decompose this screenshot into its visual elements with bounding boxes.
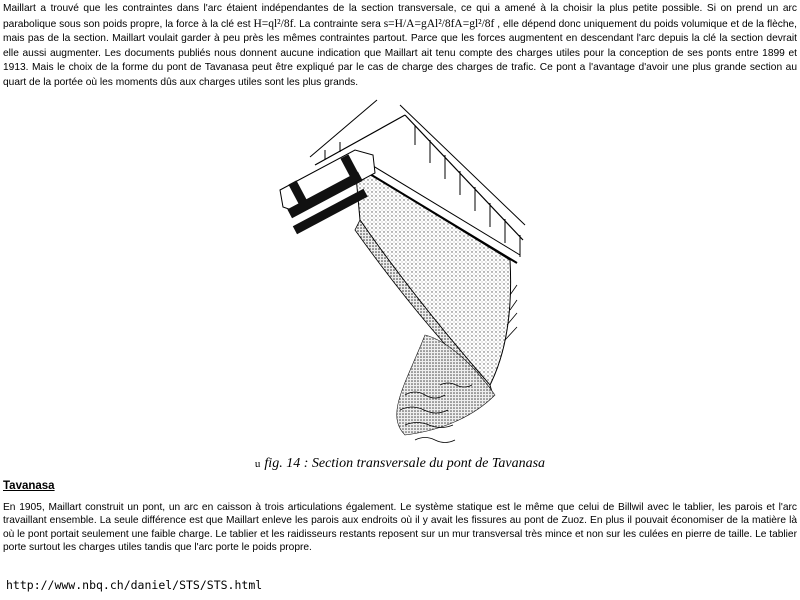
formula-stress: s=H/A=gAl²/8fA=gl²/8f	[383, 17, 495, 30]
section-heading: Tavanasa	[3, 480, 55, 492]
bridge-section-illustration	[255, 95, 545, 445]
source-url: http://www.nbq.ch/daniel/STS/STS.html	[6, 578, 263, 592]
caption-text: fig. 14 : Section transversale du pont de Tavanasa	[264, 456, 546, 471]
paragraph-arch-stress	[3, 2, 797, 91]
figure-caption	[0, 456, 800, 472]
caption-bullet: u	[254, 458, 261, 470]
text-segment: . La contrainte sera	[293, 18, 384, 30]
formula-thrust: H=ql²/8f	[253, 17, 294, 30]
paragraph-tavanasa: En 1905, Maillart construit un pont, un arc en caisson à trois articulations également. Le système statique est le même que celui de Billwil avec le tablier, les parois et l'arc travaillant ensemble. La seule différence est que Maillart enleve les parois aux endroits où il y avait les fissures au pont de Zuoz. En plus il pouvait économiser de la matière là où le pont portait seulement une faible charge. Le tablier et les raidisseurs restants reposent sur un mur transversal très mince et non sur les culées en pierre de taille. Le tablier porte surtout les charges utiles tandis que l'arc porte le poids propre.	[3, 502, 797, 554]
text-segment: , elle dépend donc uniquement du poids volumique et de la flèche, mais pas de la section. Maillart voulait garder à peu près les mêmes contraintes partout. Parce que les forces augmentent en descendant l'arc depuis la clé la section devrait elle aussi augmenter. Les documents publiés nous donnent aucune indication que Maillart ait tenu compte des charges utiles pour la conception de ses ponts entre 1899 et 1913. Mais le choix de la forme du pont de Tavanasa peut être expliqué par le cas de charge des charges de trafic. Ce pont a l'avantage d'avoir une plus grande section au quart de la portée où les moments dûs aux charges utiles sont les plus grands.	[3, 18, 798, 88]
text-segment: Maillart a trouvé que les contraintes dans l'arc étaient indépendantes de la section transversale, ce qui a amené à la choisir la plus petite possible. Si on prend un arc parabolique sous son poids propre, la force à la clé est	[3, 3, 797, 30]
